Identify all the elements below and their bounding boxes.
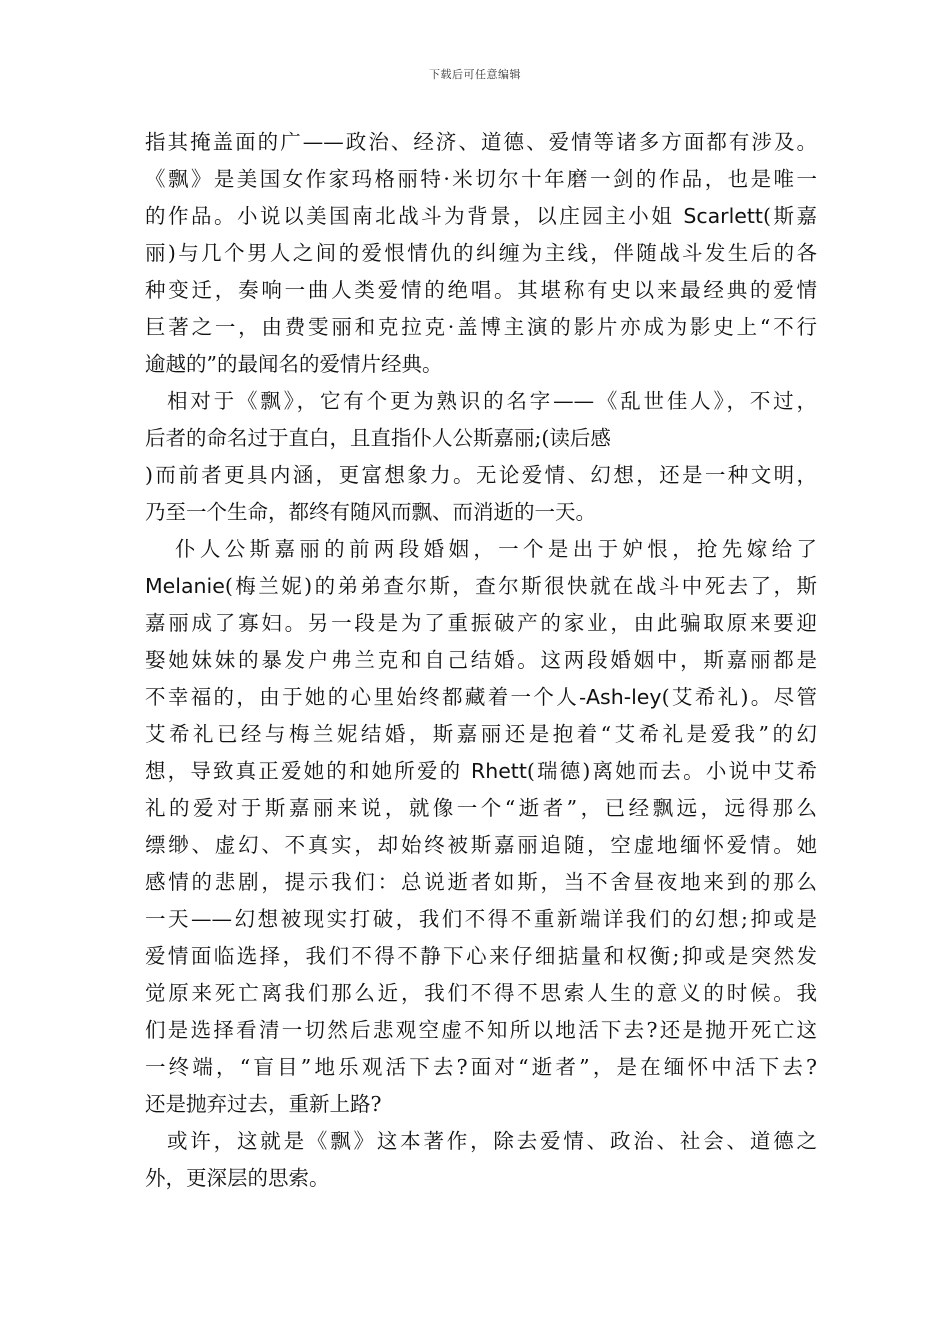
body-text bbox=[145, 124, 817, 1197]
text-line: 娶她妹妹的暴发户弗兰克和自己结婚。这两段婚姻中，斯嘉丽都是 bbox=[145, 648, 817, 672]
text-line: 一天——幻想被现实打破，我们不得不重新端详我们的幻想;抑或是 bbox=[145, 907, 817, 931]
text-line: 后者的命名过于直白，且直指仆人公斯嘉丽;(读后感 bbox=[145, 426, 611, 450]
text-line: 指其掩盖面的广——政治、经济、道德、爱情等诸多方面都有涉及。 bbox=[145, 130, 817, 154]
text-line: 感情的悲剧，提示我们：总说逝者如斯，当不舍昼夜地来到的那么 bbox=[145, 870, 817, 894]
text-line: 艾希礼已经与梅兰妮结婚，斯嘉丽还是抱着“艾希礼是爱我”的幻 bbox=[145, 722, 817, 746]
text-line: 爱情面临选择，我们不得不静下心来仔细掂量和权衡;抑或是突然发 bbox=[145, 944, 817, 968]
text-line: 种变迁，奏响一曲人类爱情的绝唱。其堪称有史以来最经典的爱情 bbox=[145, 278, 817, 302]
text-line: 觉原来死亡离我们那么近，我们不得不思索人生的意义的时候。我 bbox=[145, 981, 817, 1005]
text-line: 巨著之一，由费雯丽和克拉克·盖博主演的影片亦成为影史上“不行 bbox=[145, 315, 817, 339]
text-line: Melanie(梅兰妮)的弟弟查尔斯，查尔斯很快就在战斗中死去了，斯 bbox=[145, 574, 817, 598]
text-line: 缥缈、虚幻、不真实，却始终被斯嘉丽追随，空虚地缅怀爱情。她 bbox=[145, 833, 817, 857]
page-header: 下载后可任意编辑 bbox=[429, 68, 521, 81]
text-line: 们是选择看清一切然后悲观空虚不知所以地活下去?还是抛开死亡这 bbox=[145, 1018, 817, 1042]
text-line: 《飘》是美国女作家玛格丽特·米切尔十年磨一剑的作品，也是唯一 bbox=[145, 167, 817, 191]
text-line: 逾越的”的最闻名的爱情片经典。 bbox=[145, 352, 443, 376]
text-line: 嘉丽成了寡妇。另一段是为了重振破产的家业，由此骗取原来要迎 bbox=[145, 611, 817, 635]
text-line: 仆人公斯嘉丽的前两段婚姻，一个是出于妒恨，抢先嫁给了 bbox=[175, 537, 817, 561]
text-line: 一终端，“盲目”地乐观活下去?面对“逝者”，是在缅怀中活下去? bbox=[145, 1055, 817, 1079]
text-line: )而前者更具内涵，更富想象力。无论爱情、幻想，还是一种文明， bbox=[145, 463, 817, 487]
text-line: 相对于《飘》，它有个更为熟识的名字——《乱世佳人》，不过， bbox=[167, 389, 817, 413]
text-line: 不幸福的，由于她的心里始终都藏着一个人-Ash-ley(艾希礼)。尽管 bbox=[145, 685, 817, 709]
text-line: 或许，这就是《飘》这本著作，除去爱情、政治、社会、道德之 bbox=[167, 1129, 817, 1153]
text-line: 礼的爱对于斯嘉丽来说，就像一个“逝者”，已经飘远，远得那么 bbox=[145, 796, 817, 820]
text-line: 还是抛弃过去，重新上路? bbox=[145, 1092, 382, 1116]
text-line: 的作品。小说以美国南北战斗为背景，以庄园主小姐 Scarlett(斯嘉 bbox=[145, 204, 818, 228]
text-line: 外，更深层的思索。 bbox=[145, 1166, 330, 1190]
text-line: 乃至一个生命，都终有随风而飘、而消逝的一天。 bbox=[145, 500, 596, 524]
text-line: 丽)与几个男人之间的爱恨情仇的纠缠为主线，伴随战斗发生后的各 bbox=[145, 241, 817, 265]
text-line: 想，导致真正爱她的和她所爱的 Rhett(瑞德)离她而去。小说中艾希 bbox=[145, 759, 817, 783]
